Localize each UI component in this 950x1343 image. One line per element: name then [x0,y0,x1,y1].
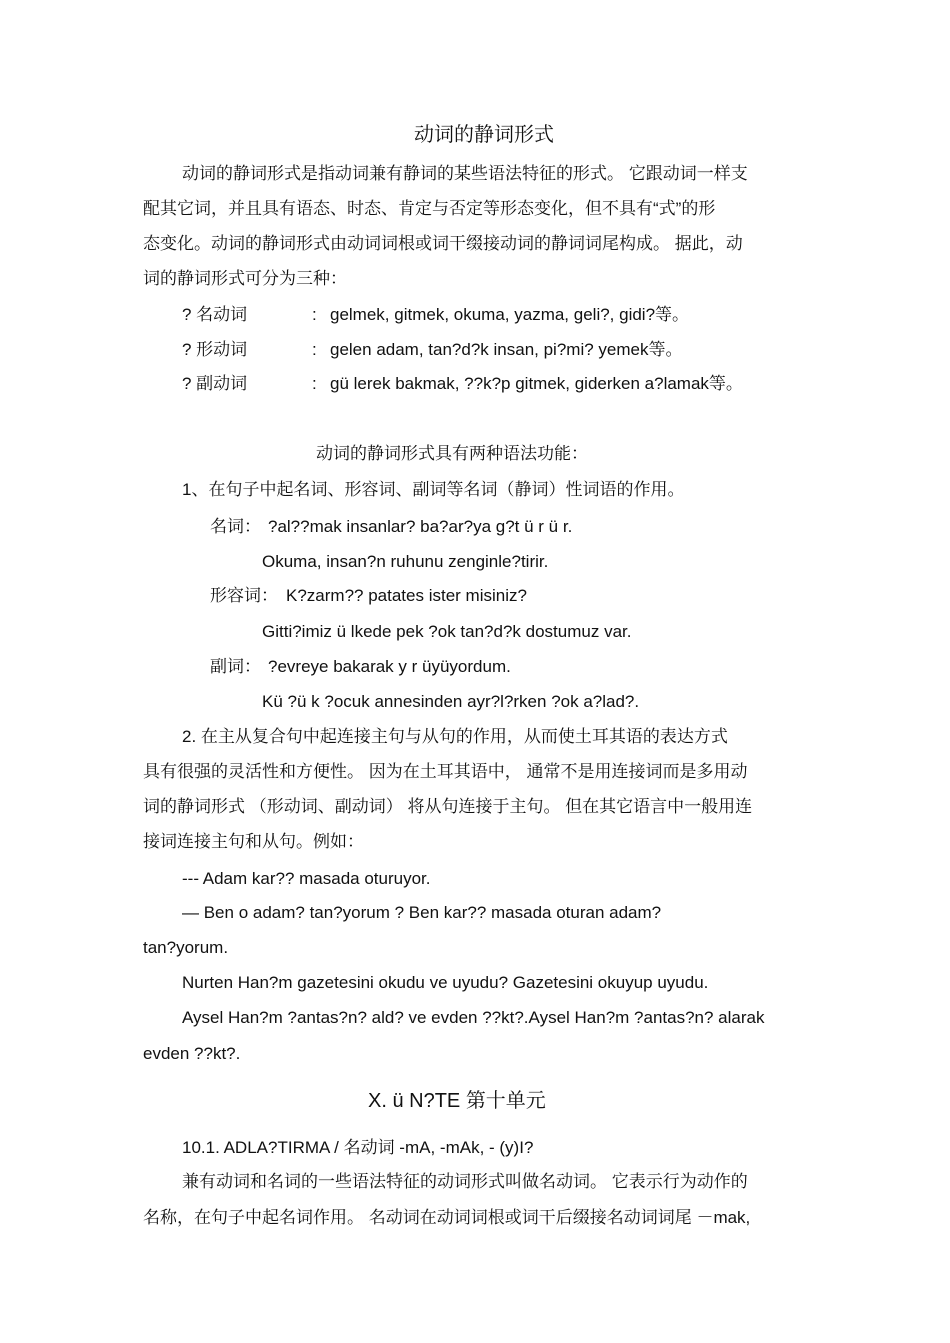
functions-heading: 动词的静词形式具有两种语法功能： [316,444,588,463]
kind-examples: gelmek, gitmek, okuma, yazma, geli?, gidi?等。 [330,305,690,324]
function-2-line-4: 接词连接主句和从句。例如： [143,832,364,851]
function-1: 1、在句子中起名词、形容词、副词等名词（静词）性词语的作用。 [182,480,685,499]
page-title: 动词的静词形式 [414,124,554,146]
section-body-line-1: 兼有动词和名词的一些语法特征的动词形式叫做名动词。 它表示行为动作的 [182,1172,748,1191]
kind-label: ? 名动词 [182,305,248,324]
section-heading: 10.1. ADLA?TIRMA / 名动词 -mA, -mAk, - (y)I? [182,1138,534,1157]
example-2-line-1: --- Adam kar?? masada oturuyor. [182,869,431,888]
example-text: Kü ?ü k ?ocuk annesinden ayr?l?rken ?ok a?lad?. [262,692,640,711]
unit-title: X. ü N?TE 第十单元 [368,1090,546,1112]
example-label: 名词： [210,517,261,536]
kind-label: ? 形动词 [182,340,248,359]
example-2-line-5: Aysel Han?m ?antas?n? ald? ve evden ??kt?.Aysel Han?m ?antas?n? alarak [182,1008,765,1027]
intro-line-1: 动词的静词形式是指动词兼有静词的某些语法特征的形式。 它跟动词一样支 [182,164,748,183]
kind-separator: : [312,374,317,393]
example-2-line-4: Nurten Han?m gazetesini okudu ve uyudu? Gazetesini okuyup uyudu. [182,973,709,992]
kind-examples: gü lerek bakmak, ??k?p gitmek, giderken a?lamak等。 [330,374,743,393]
kind-separator: : [312,340,317,359]
example-text: ?evreye bakarak y r üyüyordum. [268,657,511,676]
kind-label: ? 副动词 [182,374,248,393]
example-2-line-6: evden ??kt?. [143,1044,241,1063]
example-text: K?zarm?? patates ister misiniz? [286,586,527,605]
section-body-line-2: 名称，在句子中起名词作用。 名动词在动词词根或词干后缀接名动词词尾 －mak, [143,1208,751,1227]
example-text: ?al??mak insanlar? ba?ar?ya g?t ü r ü r. [268,517,573,536]
example-label: 副词： [210,657,261,676]
intro-line-2: 配其它词，并且具有语态、时态、肯定与否定等形态变化，但不具有“式”的形 [143,199,716,218]
function-2-line-3: 词的静词形式 （形动词、副动词） 将从句连接于主句。 但在其它语言中一般用连 [143,797,753,816]
example-label: 形容词： [210,586,278,605]
kind-examples: gelen adam, tan?d?k insan, pi?mi? yemek等。 [330,340,683,359]
example-text: Okuma, insan?n ruhunu zenginle?tirir. [262,552,549,571]
example-2-line-2: — Ben o adam? tan?yorum ? Ben kar?? masada oturan adam? [182,903,662,922]
intro-line-4: 词的静词形式可分为三种： [143,269,347,288]
function-2-line-2: 具有很强的灵活性和方便性。 因为在土耳其语中， 通常不是用连接词而是多用动 [143,762,748,781]
example-2-line-3: tan?yorum. [143,938,229,957]
example-text: Gitti?imiz ü lkede pek ?ok tan?d?k dostumuz var. [262,622,632,641]
intro-line-3: 态变化。动词的静词形式由动词词根或词干缀接动词的静词词尾构成。 据此，动 [143,234,743,253]
kind-separator: : [312,305,317,324]
function-2-line-1: 2. 在主从复合句中起连接主句与从句的作用，从而使土耳其语的表达方式 [182,727,728,746]
